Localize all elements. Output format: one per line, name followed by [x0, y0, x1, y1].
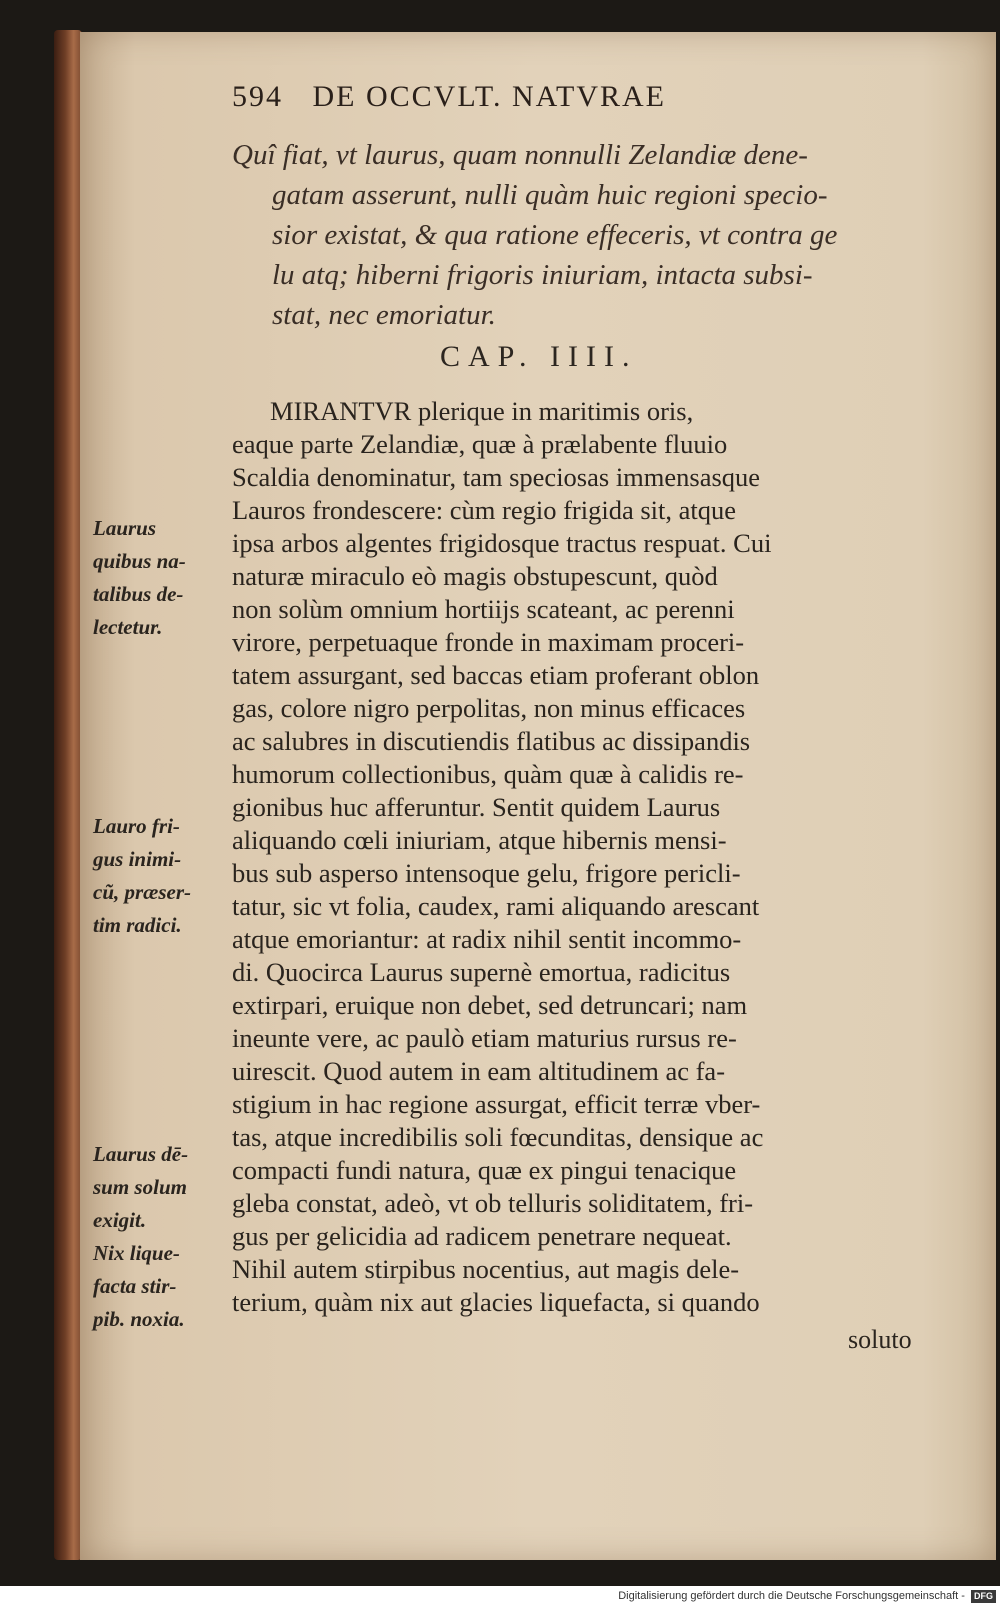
- body-line: Lauros frondescere: cùm regio frigida sit, atque: [232, 495, 737, 525]
- body-line: aliquando cœli iniuriam, atque hibernis mensi-: [232, 825, 727, 855]
- page-number: 594: [232, 80, 283, 113]
- marginal-note-line: cũ, præser-: [93, 880, 191, 904]
- body-line: terium, quàm nix aut glacies liquefacta, si quando: [232, 1287, 760, 1317]
- marginal-note-line: facta stir-: [93, 1274, 177, 1298]
- body-text: [232, 395, 882, 1319]
- marginal-note-line: exigit.: [93, 1208, 147, 1232]
- body-line: Nihil autem stirpibus nocentius, aut magis dele-: [232, 1254, 740, 1284]
- body-line: naturæ miraculo eò magis obstupescunt, quòd: [232, 561, 718, 591]
- body-line: MIRANTVR plerique in maritimis oris,: [270, 396, 694, 426]
- marginal-note-line: gus inimi-: [93, 847, 182, 871]
- marginal-note: [93, 1237, 233, 1336]
- body-line: atque emoriantur: at radix nihil sentit incommo-: [232, 924, 742, 954]
- marginal-note: [93, 1138, 233, 1237]
- summary-line: sior existat, & qua ratione effeceris, vt contra ge: [272, 219, 838, 251]
- body-line: tas, atque incredibilis soli fœcunditas, densique ac: [232, 1122, 764, 1152]
- body-line: tatem assurgant, sed baccas etiam proferant oblon: [232, 660, 760, 690]
- marginal-note-line: talibus de-: [93, 582, 184, 606]
- dfg-logo: DFG: [971, 1590, 996, 1603]
- body-line: ac salubres in discutiendis flatibus ac dissipandis: [232, 726, 751, 756]
- marginal-note-line: sum solum: [93, 1175, 187, 1199]
- body-line: gas, colore nigro perpolitas, non minus efficaces: [232, 693, 746, 723]
- summary-line: Quî fiat, vt laurus, quam nonnulli Zelandiæ dene-: [232, 139, 808, 171]
- footer-bar: Digitalisierung gefördert durch die Deutsche Forschungsgemeinschaft - DFG: [0, 1586, 1000, 1607]
- marginal-note: [93, 810, 233, 942]
- body-line: gus per gelicidia ad radicem penetrare nequeat.: [232, 1221, 732, 1251]
- body-line: ineunte vere, ac paulò etiam maturius rursus re-: [232, 1023, 737, 1053]
- funding-credit: Digitalisierung gefördert durch die Deutsche Forschungsgemeinschaft: [618, 1590, 959, 1602]
- body-line: virore, perpetuaque fronde in maximam proceri-: [232, 627, 745, 657]
- body-line: bus sub asperso intensoque gelu, frigore pericli-: [232, 858, 741, 888]
- body-line: eaque parte Zelandiæ, quæ à prælabente fluuio: [232, 429, 728, 459]
- marginal-note-line: Nix lique-: [93, 1241, 180, 1265]
- body-line: tatur, sic vt folia, caudex, rami aliquando arescant: [232, 891, 760, 921]
- book-spine: [54, 30, 82, 1560]
- summary-line: lu atq; hiberni frigoris iniuriam, intacta subsi-: [272, 259, 813, 291]
- body-line: gleba constat, adeò, vt ob telluris soliditatem, fri-: [232, 1188, 754, 1218]
- body-line: non solùm omnium hortiijs scateant, ac perenni: [232, 594, 735, 624]
- marginal-note-line: quibus na-: [93, 549, 186, 573]
- chapter-summary: [232, 135, 877, 335]
- body-line: uirescit. Quod autem in eam altitudinem ac fa-: [232, 1056, 726, 1086]
- body-line: humorum collectionibus, quàm quæ à calidis re-: [232, 759, 744, 789]
- body-line: ipsa arbos algentes frigidosque tractus respuat. Cui: [232, 528, 772, 558]
- marginal-note-line: pib. noxia.: [93, 1307, 185, 1331]
- marginal-note: [93, 512, 233, 644]
- summary-line: stat, nec emoriatur.: [272, 299, 496, 331]
- body-line: gionibus huc afferuntur. Sentit quidem Laurus: [232, 792, 721, 822]
- marginal-note-line: tim radici.: [93, 913, 182, 937]
- body-line: di. Quocirca Laurus supernè emortua, radicitus: [232, 957, 731, 987]
- body-line: extirpari, eruique non debet, sed detruncari; nam: [232, 990, 748, 1020]
- running-header: [232, 80, 872, 114]
- marginal-note-line: lectetur.: [93, 615, 163, 639]
- catchword: soluto: [848, 1325, 912, 1354]
- marginal-note-line: Lauro fri-: [93, 814, 180, 838]
- marginal-note-line: Laurus dē-: [93, 1142, 189, 1166]
- running-title: DE OCCVLT. NATVRAE: [312, 80, 667, 113]
- marginal-note-line: Laurus: [93, 516, 157, 540]
- summary-line: gatam asserunt, nulli quàm huic regioni specio-: [272, 179, 828, 211]
- chapter-heading: CAP. IIII.: [440, 340, 638, 373]
- body-line: Scaldia denominatur, tam speciosas immensasque: [232, 462, 761, 492]
- body-line: stigium in hac regione assurgat, efficit terræ vber-: [232, 1089, 761, 1119]
- body-line: compacti fundi natura, quæ ex pingui tenacique: [232, 1155, 737, 1185]
